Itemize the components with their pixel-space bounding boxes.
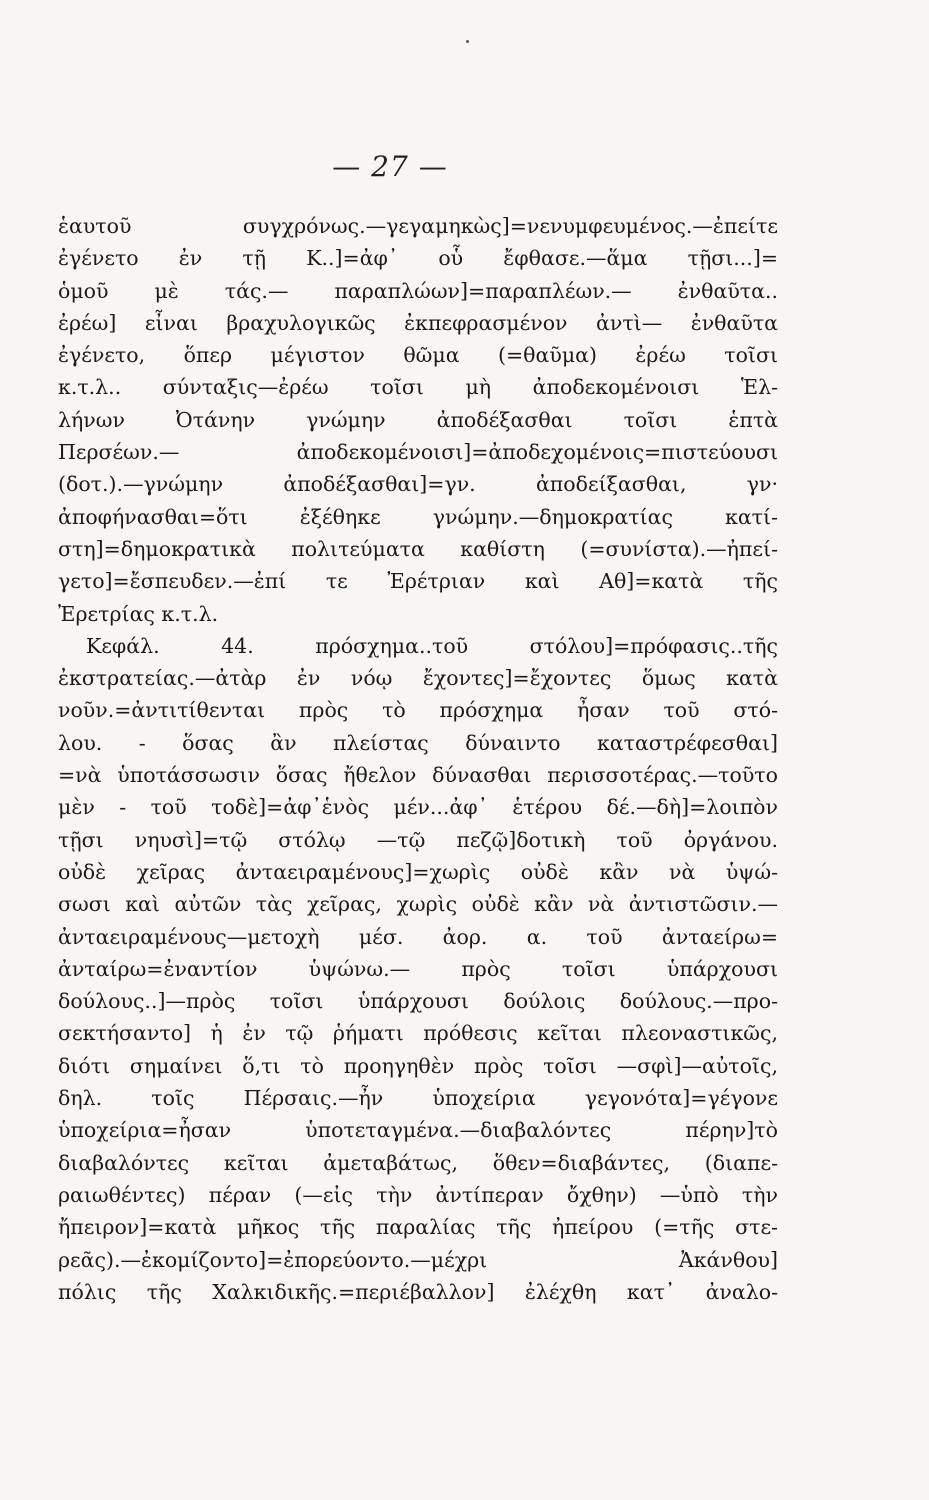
text-line: ἐκστρατείας.—ἀτὰρ ἐν νόῳ ἔχοντες]=ἔχοντες ὅμως κατὰ [58,666,778,691]
text-line: γετο]=ἔσπευδεν.—ἐπί τε Ἐρέτριαν καὶ Αθ]=κατὰ τῆς [58,569,778,594]
text-line: ἤπειρον]=κατὰ μῆκος τῆς παραλίας τῆς ἠπείρου (=τῆς στε- [58,1215,778,1240]
text-line: σωσι καὶ αὐτῶν τὰς χεῖρας, χωρὶς οὐδὲ κἂν νὰ ἀντιστῶσιν.— [58,892,778,917]
text-line: δηλ. τοῖς Πέρσαις.—ἦν ὑποχείρια γεγονότα]=γέγονε [58,1086,778,1111]
text-line: κ.τ.λ.. σύνταξις—ἐρέω τοῖσι μὴ ἀποδεκομένοισι Ἑλ- [58,375,778,400]
text-line: στη]=δημοκρατικὰ πολιτεύματα καθίστη (=συνίστα).—ἠπεί- [58,536,778,561]
text-line: μὲν - τοῦ τοδὲ]=ἀφ᾽ἑνὸς μέν...ἀφ᾽ ἑτέρου δέ.—δὴ]=λοιπὸν [58,795,778,820]
text-line: πόλις τῆς Χαλκιδικῆς.=περιέβαλλον] ἐλέχθη κατ᾽ ἀναλο- [58,1279,778,1304]
text-line: ρεᾶς).—ἐκομίζοντο]=ἐπορεύοντο.—μέχρι Ἀκάνθου] [58,1247,778,1272]
text-line: ἀνταίρω=ἐναντίον ὑψώνω.— πρὸς τοῖσι ὑπάρχουσι [58,956,778,981]
paper-speck [466,40,469,43]
text-line: ἀποφήνασθαι=ὅτι ἐξέθηκε γνώμην.—δημοκρατίας κατί- [58,504,778,529]
text-line: λου. - ὅσας ἂν πλείστας δύναιντο καταστρέφεσθαι] [58,730,778,755]
text-line: ἑαυτοῦ συγχρόνως.—γεγαμηκὼς]=νενυμφευμένος.—ἐπείτε [58,214,778,238]
text-line: σεκτήσαντο] ἡ ἐν τῷ ῥήματι πρόθεσις κεῖται πλεοναστικῶς, [58,1021,778,1046]
text-line: =νὰ ὑποτάσσωσιν ὅσας ἤθελον δύνασθαι περισσοτέρας.—τοῦτο [58,763,778,788]
text-line: ραιωθέντες) πέραν (—εἰς τὴν ἀντίπεραν ὄχθην) —ὑπὸ τὴν [58,1182,778,1207]
text-line: ὁμοῦ μὲ τάς.— παραπλώων]=παραπλέων.— ἐνθαῦτα.. [58,278,778,303]
text-line: διαβαλόντες κεῖται ἀμεταβάτως, ὅθεν=διαβάντες, (διαπε- [58,1150,778,1175]
text-line: ἀνταειραμένους—μετοχὴ μέσ. ἀορ. α. τοῦ ἀνταείρω= [58,924,778,949]
text-line: τῇσι νηυσὶ]=τῷ στόλῳ —τῷ πεζῷ]δοτικὴ τοῦ ὀργάνου. [58,827,778,852]
text-line: λήνων Ὀτάνην γνώμην ἀποδέξασθαι τοῖσι ἑπτὰ [58,407,778,432]
text-line: οὐδὲ χεῖρας ἀνταειραμένους]=χωρὶς οὐδὲ κἂν νὰ ὑψώ- [58,859,778,884]
text-line: Ἐρετρίας κ.τ.λ. [58,601,219,626]
commentary-text [58,210,778,1308]
text-line: ἐγένετο, ὅπερ μέγιστον θῶμα (=θαῦμα) ἐρέω τοῖσι [58,343,778,368]
text-line: διότι σημαίνει ὅ,τι τὸ προηγηθὲν πρὸς τοῖσι —σφὶ]—αὐτοῖς, [58,1053,778,1078]
text-line: Περσέων.— ἀποδεκομένοισι]=ἀποδεχομένοις=πιστεύουσι [58,440,778,465]
text-line: ἐρέω] εἶναι βραχυλογικῶς ἐκπεφρασμένον ἀντὶ— ἐνθαῦτα [58,310,778,335]
text-line: ἐγένετο ἐν τῇ Κ..]=ἀφ᾽ οὗ ἔφθασε.—ἅμα τῇσι...]= [58,246,778,271]
text-line: ὑποχείρια=ἦσαν ὑποτεταγμένα.—διαβαλόντες πέρην]τὸ [58,1118,778,1143]
page-number: — 27 — [332,150,448,183]
text-line: Κεφάλ. 44. πρόσχημα..τοῦ στόλου]=πρόφασις..τῆς [86,633,778,658]
text-line: (δοτ.).—γνώμην ἀποδέξασθαι]=γν. ἀποδείξασθαι, γν· [58,472,778,497]
text-line: δούλους..]—πρὸς τοῖσι ὑπάρχουσι δούλοις δούλους.—προ- [58,989,778,1014]
text-line: νοῦν.=ἀντιτίθενται πρὸς τὸ πρόσχημα ἦσαν τοῦ στό- [58,698,778,723]
